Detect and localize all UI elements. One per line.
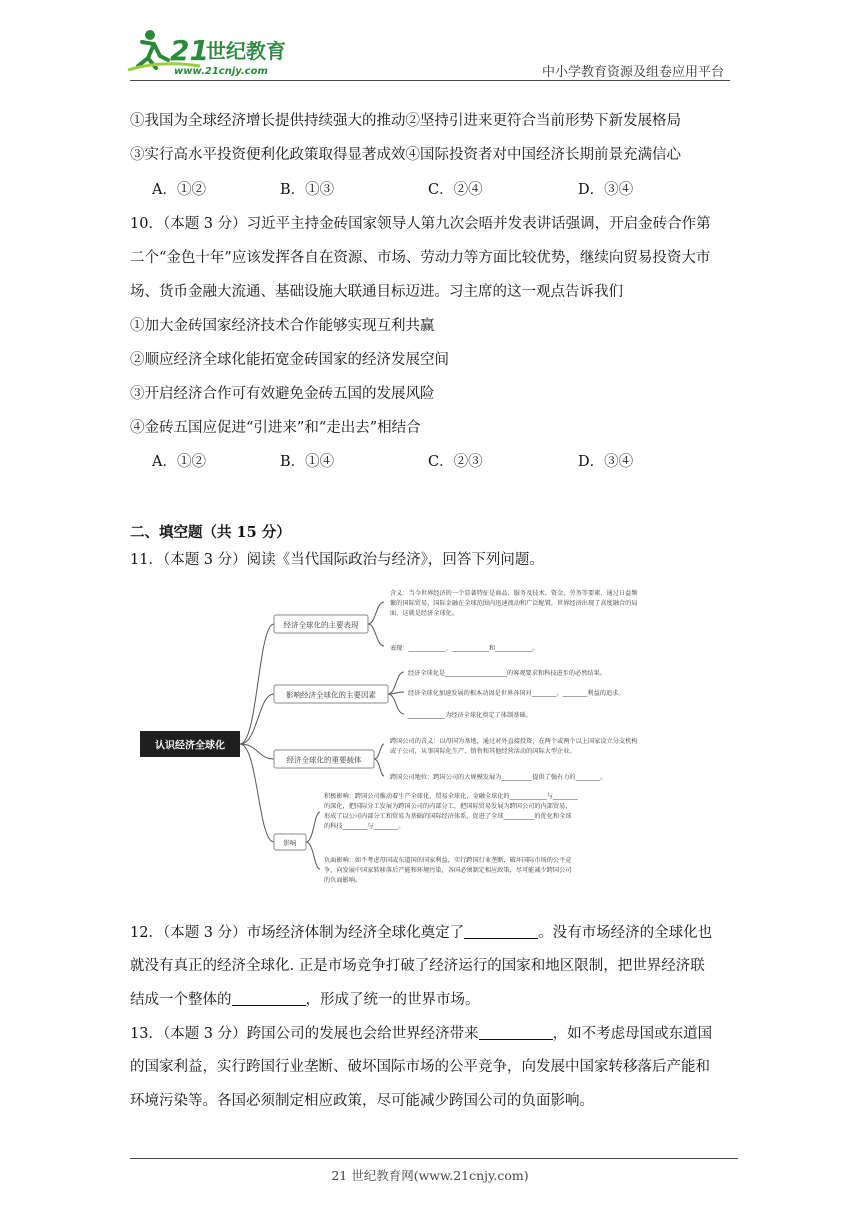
- footer-rule: [130, 1158, 738, 1159]
- q10-option-b[interactable]: B．①④: [280, 454, 335, 470]
- q10-option-d[interactable]: D．③④: [578, 454, 634, 470]
- q12-line-2: 就没有真正的经济全球化. 正是市场竞争打破了经济运行的国家和地区限制，把世界经济联: [130, 958, 705, 974]
- q9-option-a[interactable]: A．①②: [152, 182, 206, 198]
- branch-1-label: 经济全球化的主要表现: [283, 620, 359, 630]
- q10-option-a[interactable]: A．①②: [152, 454, 206, 470]
- mindmap-diagram: [140, 584, 730, 894]
- q9-option-d[interactable]: D．③④: [578, 182, 634, 198]
- q13-blank-1[interactable]: [479, 1023, 553, 1040]
- branch-2-leaf-1: 经济全球化是____________________的客观要求和科技进步的必然结果。: [408, 670, 606, 677]
- q13-line-2: 的国家利益，实行跨国行业垄断、破坏国际市场的公平竞争，向发展中国家转移落后产能和: [130, 1059, 710, 1075]
- q9-statement-2: ③实行高水平投资便利化政策取得显著成效④国际投资者对中国经济长期前景充满信心: [130, 147, 681, 163]
- q10-item-3: ③开启经济合作可有效避免金砖五国的发展风险: [130, 386, 435, 402]
- q13-text-1a: 13．（本题 3 分）跨国公司的发展也会给世界经济带来: [130, 1026, 479, 1042]
- page-header: [0, 0, 860, 90]
- branch-3-leaf-1b: 或子公司，从事国际化生产、销售和其他经营活动的国际大型企业。: [390, 748, 576, 755]
- branch-1-leaf-1b: 繁的国际贸易，国际金融在全球范围内迅速流动和广泛配置，世界经济出现了高度融合的局: [390, 600, 638, 607]
- q10-stem-3: 场、货币金融大流通、基础设施大联通目标迈进。习主席的这一观点告诉我们: [130, 284, 623, 300]
- q12-text-1a: 12．（本题 3 分）市场经济体制为经济全球化奠定了: [130, 925, 465, 941]
- q10-item-2: ②顺应经济全球化能拓宽金砖国家的经济发展空间: [130, 352, 449, 368]
- q9-statement-1: ①我国为全球经济增长提供持续强大的推动②坚持引进来更符合当前形势下新发展格局: [130, 113, 681, 129]
- logo-text: 世纪教育: [206, 39, 286, 63]
- branch-1-leaf-2: 表现：____________、____________和____________。: [390, 645, 539, 652]
- q12-line-1: [130, 922, 712, 943]
- q13-line-1: [130, 1023, 712, 1044]
- logo-number: 21: [170, 34, 209, 67]
- footer-text: 21 世纪教育网(www.21cnjy.com): [331, 1168, 529, 1183]
- branch-1-leaf-1c: 面，这就是经济全球化。: [390, 610, 459, 617]
- platform-name: 中小学教育资源及组卷应用平台: [541, 65, 724, 80]
- branch-4-label: 影响: [283, 839, 297, 847]
- q10-item-4: ④金砖五国应促进“引进来”和“走出去”相结合: [130, 420, 421, 436]
- q12-text-1b: 。没有市场经济的全球化也: [538, 925, 713, 941]
- branch-4-leaf-1b: 的深化，把国际分工发展为跨国公司的内部分工，把国际贸易发展为跨国公司的内部贸易，: [324, 803, 572, 810]
- branch-3-leaf-2: 跨国公司地位：跨国公司的大规模发展为__________提供了强有力的________。: [390, 774, 607, 781]
- q12-text-3b: ，形成了统一的世界市场。: [305, 992, 480, 1008]
- branch-3-label: 经济全球化的重要载体: [286, 755, 362, 765]
- q13-text-1b: ，如不考虑母国或东道国: [552, 1026, 713, 1042]
- q13-line-3: 环境污染等。各国必须制定相应政策，尽可能减少跨国公司的负面影响。: [130, 1093, 594, 1109]
- q10-stem-2: 二个“金色十年”应该发挥各自在资源、市场、劳动力等方面比较优势，继续向贸易投资大市: [130, 250, 711, 266]
- site-logo: [120, 26, 300, 80]
- branch-4-leaf-1c: 形成了以公司内部分工和贸易为基础的国际经济体系，促进了全球__________的优化和全球: [324, 813, 572, 820]
- branch-4-leaf-2b: 争，向发展中国家转移落后产能和环境污染，各国必须制定相应政策，尽可能减少跨国公司: [324, 867, 572, 874]
- branch-4-leaf-2a: 负面影响：如不考虑母国或东道国的国家利益，实行跨国行业垄断，破坏国际市场的公平竞: [324, 857, 572, 864]
- q12-blank-2[interactable]: [232, 989, 306, 1006]
- branch-3-leaf-1a: 跨国公司的含义：以母国为基地，通过对外直接投资，在两个或两个以上国家设立分支机构: [390, 738, 638, 745]
- q12-text-3a: 结成一个整体的: [130, 992, 232, 1008]
- q9-option-c[interactable]: C．②④: [428, 182, 483, 198]
- branch-2-label: 影响经济全球化的主要因素: [286, 690, 376, 700]
- branch-4-leaf-1d: 的科技________与________。: [324, 823, 405, 830]
- branch-2-leaf-3: ____________为经济全球化奠定了体制基础。: [408, 712, 532, 719]
- q11-stem: 11．（本题 3 分）阅读《当代国际政治与经济》，回答下列问题。: [130, 552, 544, 568]
- section-title: 二、填空题（共 15 分）: [130, 524, 291, 541]
- q9-option-b[interactable]: B．①③: [280, 182, 335, 198]
- logo-url: www.21cnjy.com: [174, 66, 268, 77]
- q12-line-3: [130, 989, 480, 1010]
- branch-4-leaf-1a: 积极影响：跨国公司推动着生产全球化、贸易全球化、金融全球化的____________与________: [324, 793, 578, 800]
- q10-stem-1: 10．（本题 3 分）习近平主持金砖国家领导人第九次会晤并发表讲话强调，开启金砖合作第: [130, 216, 711, 232]
- branch-1-leaf-1a: 含义：当今世界经济的一个显著特征是商品、服务及技术、资金、劳务等要素，通过日益频: [390, 590, 638, 597]
- mindmap-root-label: 认识经济全球化: [155, 740, 225, 752]
- header-rule: [130, 80, 730, 81]
- branch-2-leaf-2: 经济全球化加速发展的根本动因是世界各国对________、________利益的追求。: [408, 690, 625, 697]
- q10-option-c[interactable]: C．②③: [428, 454, 483, 470]
- branch-4-leaf-2c: 的负面影响。: [324, 877, 362, 884]
- q12-blank-1[interactable]: [464, 922, 538, 939]
- q10-item-1: ①加大金砖国家经济技术合作能够实现互利共赢: [130, 318, 435, 334]
